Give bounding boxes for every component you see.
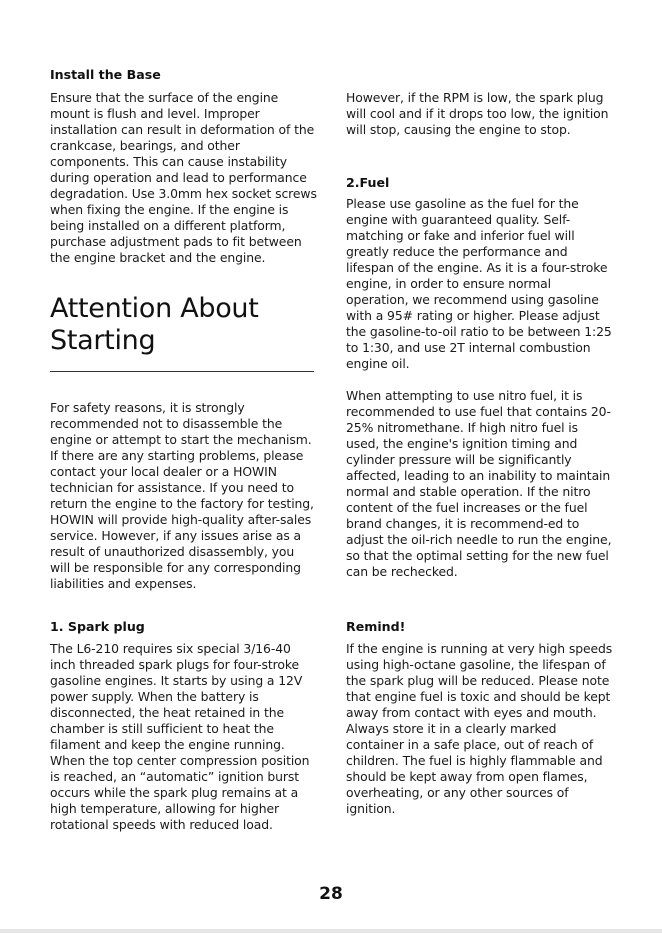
page-bottom-edge xyxy=(0,929,662,933)
attention-body: For safety reasons, it is strongly recommended not to disassemble the engine or attempt to start the mechanism. If there are any starting problems, please contact your local dealer or a HOWIN technician for assistance. If you need to return the engine to the factory for testing, HOWIN will provide high-quality after-sales service. However, if any issues arise as a result of unauthorized disassembly, you will be responsible for any corresponding liabilities and expenses. xyxy=(50,400,314,591)
spark-plug-heading: 1. Spark plug xyxy=(50,619,145,634)
install-base-heading: Install the Base xyxy=(50,67,161,82)
install-base-body: Ensure that the surface of the engine mount is flush and level. Improper installation can result in deformation of the crankcase, bearings, and other components. This can cause instability during operation and lead to performance degradation. Use 3.0mm hex socket screws when fixing the engine. If the engine is being installed on a different platform, purchase adjustment pads to fit between the engine bracket and the engine. xyxy=(50,90,317,265)
attention-heading-line2: Starting xyxy=(50,325,156,356)
fuel-heading: 2.Fuel xyxy=(346,175,390,190)
rpm-note: However, if the RPM is low, the spark plug will cool and if it drops too low, the ignition will stop, causing the engine to stop. xyxy=(346,90,609,137)
remind-body: If the engine is running at very high speeds using high-octane gasoline, the lifespan of the spark plug will be reduced. Please note that engine fuel is toxic and should be kept away from contact with eyes and mouth. Always store it in a clearly marked container in a safe place, out of reach of children. The fuel is highly flammable and should be kept away from open flames, overheating, or any other sources of ignition. xyxy=(346,641,613,816)
fuel-body-2: When attempting to use nitro fuel, it is recommended to use fuel that contains 20-25% nitromethane. If high nitro fuel is used, the engine's ignition timing and cylinder pressure will be significantly affected, leading to an inability to maintain normal and stable operation. If the nitro content of the fuel increases or the fuel brand changes, it is recommend-ed to adjust the oil-rich needle to run the engine, so that the optimal setting for the new fuel can be rechecked. xyxy=(346,388,612,579)
attention-heading xyxy=(50,293,318,357)
remind-heading: Remind! xyxy=(346,619,406,634)
spark-plug-body: The L6-210 requires six special 3/16-40 inch threaded spark plugs for four-stroke gasoline engines. It starts by using a 12V power supply. When the battery is disconnected, the heat retained in the chamber is still sufficient to heat the filament and keep the engine running. When the top center compression position is reached, an “automatic” ignition burst occurs while the spark plug remains at a high temperature, allowing for higher rotational speeds with reduced load. xyxy=(50,641,310,832)
section-divider xyxy=(50,371,314,372)
attention-heading-line1: Attention About xyxy=(50,293,259,324)
left-column xyxy=(50,66,318,833)
right-column xyxy=(346,66,614,817)
fuel-body-1: Please use gasoline as the fuel for the engine with guaranteed quality. Self-matching or fake and inferior fuel will greatly reduce the performance and lifespan of the engine. As it is a four-stroke engine, in order to ensure normal operation, we recommend using gasoline with a 95# rating or higher. Please adjust the gasoline-to-oil ratio to be between 1:25 to 1:30, and use 2T internal combustion engine oil. xyxy=(346,196,612,371)
page-number: 28 xyxy=(319,884,343,904)
